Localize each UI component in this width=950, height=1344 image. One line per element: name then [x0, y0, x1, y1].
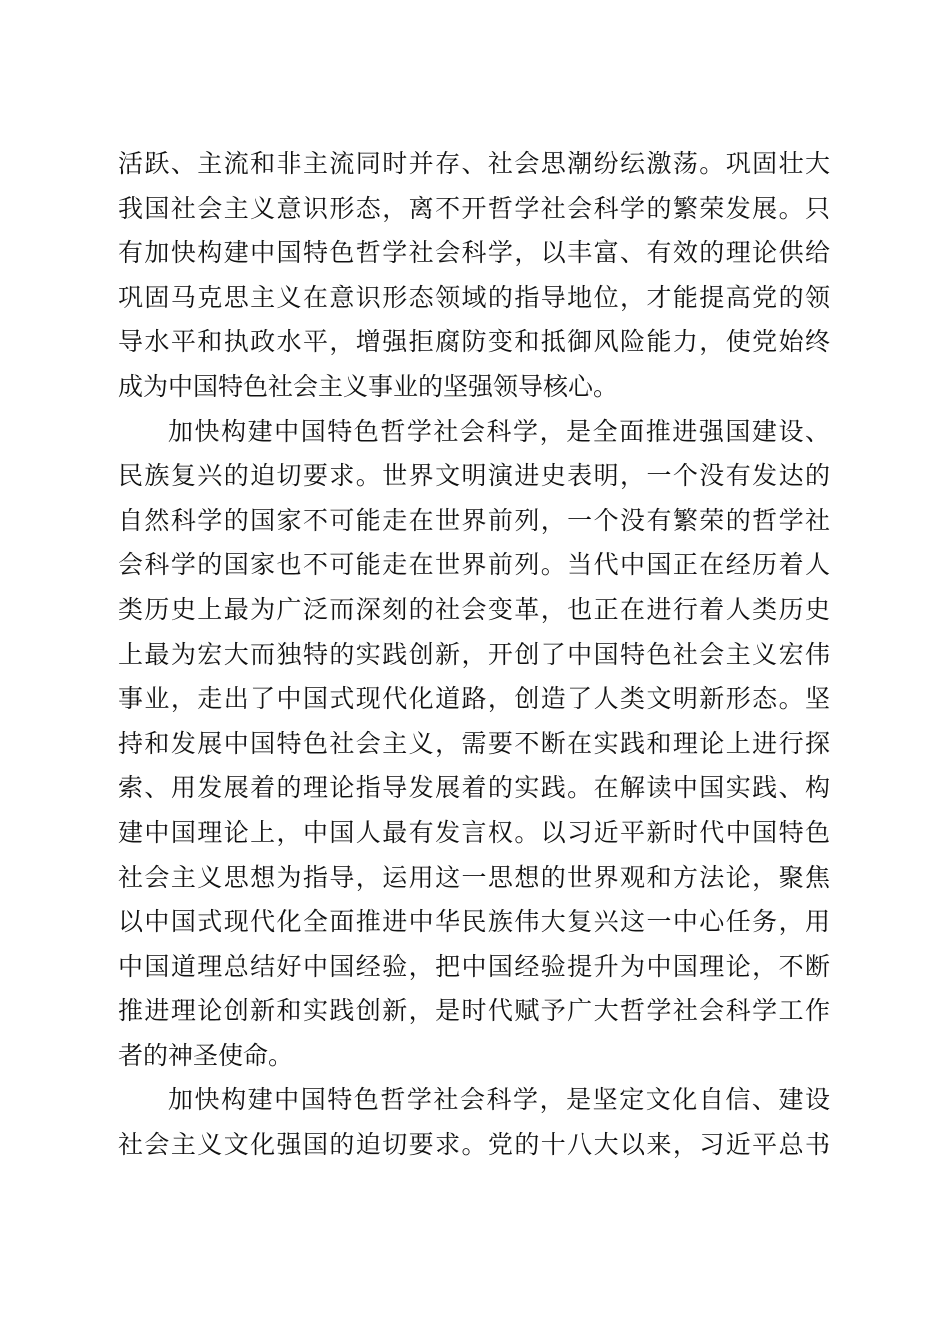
text-line: 巩固马克思主义在意识形态领域的指导地位，才能提高党的领: [118, 282, 830, 312]
paragraph-1: [118, 142, 830, 410]
text-line: 民族复兴的迫切要求。世界文明演进史表明，一个没有发达的: [118, 461, 830, 491]
body-text: [118, 142, 830, 1168]
text-line: 会科学的国家也不可能走在世界前列。当代中国正在经历着人: [118, 550, 830, 580]
text-line: 成为中国特色社会主义事业的坚强领导核心。: [118, 371, 619, 401]
text-line: 索、用发展着的理论指导发展着的实践。在解读中国实践、构: [118, 773, 830, 803]
text-line: 以中国式现代化全面推进中华民族伟大复兴这一中心任务，用: [118, 907, 830, 937]
text-line: 有加快构建中国特色哲学社会科学，以丰富、有效的理论供给: [118, 238, 830, 268]
text-line: 中国道理总结好中国经验，把中国经验提升为中国理论，不断: [118, 951, 830, 981]
text-line: 加快构建中国特色哲学社会科学，是坚定文化自信、建设: [168, 1085, 830, 1115]
text-line: 我国社会主义意识形态，离不开哲学社会科学的繁荣发展。只: [118, 193, 830, 223]
text-line: 加快构建中国特色哲学社会科学，是全面推进强国建设、: [168, 416, 830, 446]
text-line: 建中国理论上，中国人最有发言权。以习近平新时代中国特色: [118, 817, 830, 847]
paragraph-2: [118, 410, 830, 1079]
text-line: 自然科学的国家不可能走在世界前列，一个没有繁荣的哲学社: [118, 505, 830, 535]
text-line: 导水平和执政水平，增强拒腐防变和抵御风险能力，使党始终: [118, 327, 830, 357]
paragraph-3: [118, 1078, 830, 1167]
text-line: 上最为宏大而独特的实践创新，开创了中国特色社会主义宏伟: [118, 639, 830, 669]
text-line: 推进理论创新和实践创新，是时代赋予广大哲学社会科学工作: [118, 996, 830, 1026]
text-line: 社会主义思想为指导，运用这一思想的世界观和方法论，聚焦: [118, 862, 830, 892]
text-line: 活跃、主流和非主流同时并存、社会思潮纷纭激荡。巩固壮大: [118, 149, 830, 178]
text-line: 持和发展中国特色社会主义，需要不断在实践和理论上进行探: [118, 728, 830, 758]
text-line: 者的神圣使命。: [118, 1040, 294, 1070]
text-line: 事业，走出了中国式现代化道路，创造了人类文明新形态。坚: [118, 684, 830, 714]
text-line: 社会主义文化强国的迫切要求。党的十八大以来，习近平总书: [118, 1130, 830, 1160]
text-line: 类历史上最为广泛而深刻的社会变革，也正在进行着人类历史: [118, 594, 830, 624]
